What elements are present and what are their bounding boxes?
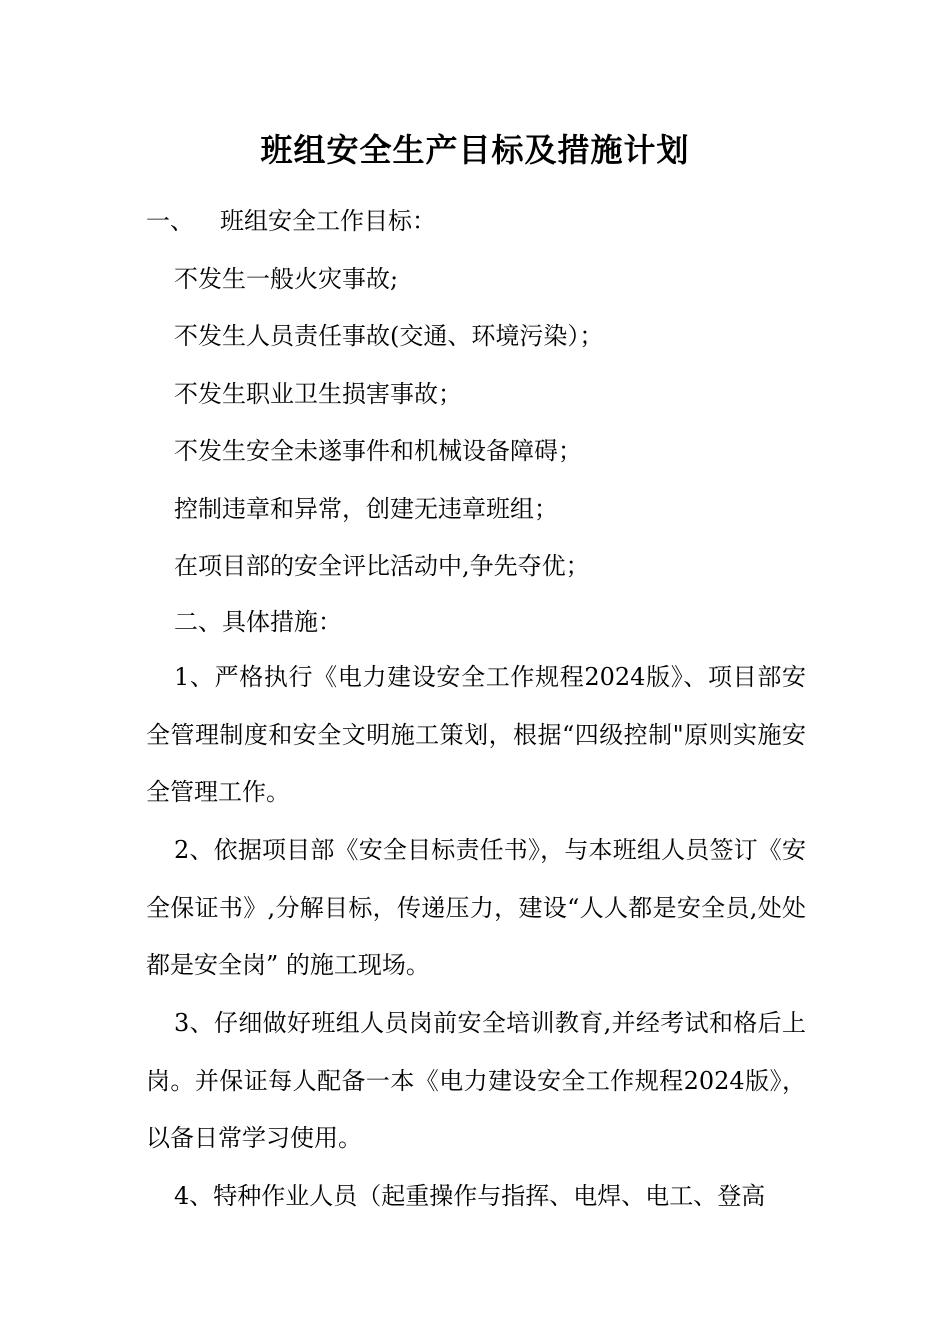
measure-paragraph: 3、仔细做好班组人员岗前安全培训教育,并经考试和格后上岗。并保证每人配备一本《电力建设安全工作规程2024版》，以备日常学习使用。 — [146, 1009, 806, 1152]
measure-paragraph: 2、依据项目部《安全目标责任书》，与本班组人员签订《安全保证书》,分解目标，传递压力，建设“人人都是安全员,处处都是安全岗” 的施工现场。 — [146, 836, 806, 979]
goal-item: 不发生一般火灾事故; — [174, 265, 399, 293]
section-1-title: 班组安全工作目标： — [220, 207, 436, 235]
goal-item: 控制违章和异常，创建无违章班组； — [174, 495, 558, 523]
measure-paragraph: 1、严格执行《电力建设安全工作规程2024版》、项目部安全管理制度和安全文明施工策划，根据“四级控制"原则实施安全管理工作。 — [146, 663, 806, 806]
goal-item: 不发生职业卫生损害事故； — [174, 380, 462, 408]
goal-item: 不发生人员责任事故(交通、环境污染）； — [174, 322, 604, 350]
section-2-heading: 二、具体措施： — [174, 608, 342, 636]
section-1-number: 一、 — [146, 207, 194, 235]
measure-paragraph: 4、特种作业人员（起重操作与指挥、电焊、电工、登高 — [174, 1182, 766, 1210]
goal-item: 不发生安全未遂事件和机械设备障碍； — [174, 437, 582, 465]
section-1-heading — [146, 205, 436, 237]
document-title: 班组安全生产目标及措施计划 — [260, 131, 690, 169]
goal-item: 在项目部的安全评比活动中,争先夺优； — [174, 552, 590, 580]
